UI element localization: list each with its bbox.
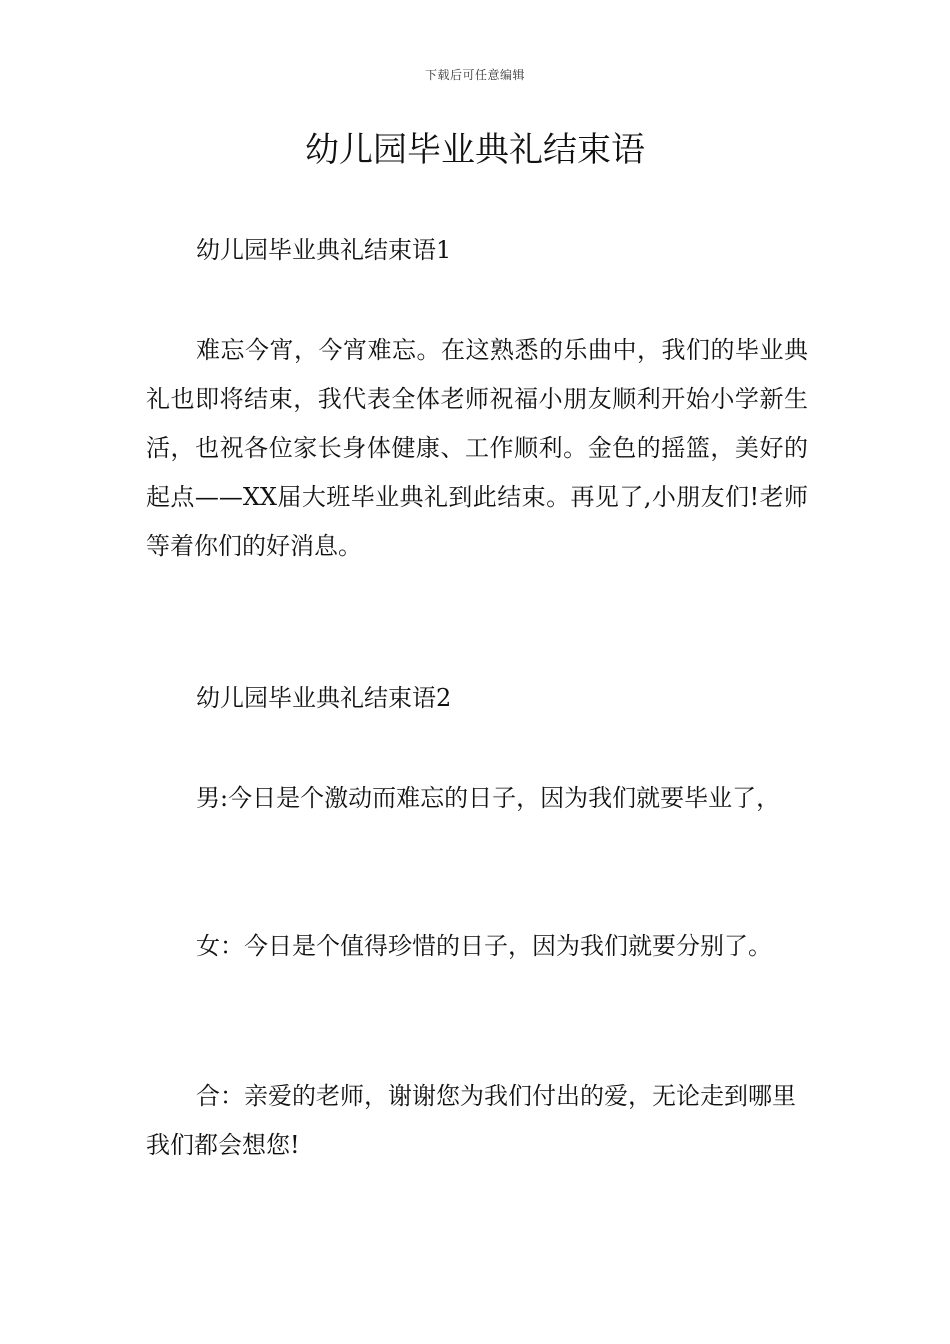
section-1-paragraph: 难忘今宵，今宵难忘。在这熟悉的乐曲中，我们的毕业典礼也即将结束，我代表全体老师祝福小朋友顺利开始小学新生活，也祝各位家长身体健康、工作顺利。金色的摇篮，美好的起点——XX届大班毕业典礼到此结束。再见了,小朋友们!老师等着你们的好消息。 [146, 336, 808, 560]
document-title: 幼儿园毕业典礼结束语 [305, 130, 645, 170]
dialogue-line-together: 合：亲爱的老师，谢谢您为我们付出的爱，无论走到哪里我们都会想您! [146, 1082, 796, 1159]
section-heading-1: 幼儿园毕业典礼结束语1 [196, 236, 452, 264]
section-heading-2: 幼儿园毕业典礼结束语2 [196, 684, 452, 712]
header-note: 下载后可任意编辑 [424, 68, 525, 82]
dialogue-line-male: 男:今日是个激动而难忘的日子，因为我们就要毕业了， [196, 784, 781, 812]
dialogue-line-female: 女：今日是个值得珍惜的日子，因为我们就要分别了。 [196, 932, 772, 960]
